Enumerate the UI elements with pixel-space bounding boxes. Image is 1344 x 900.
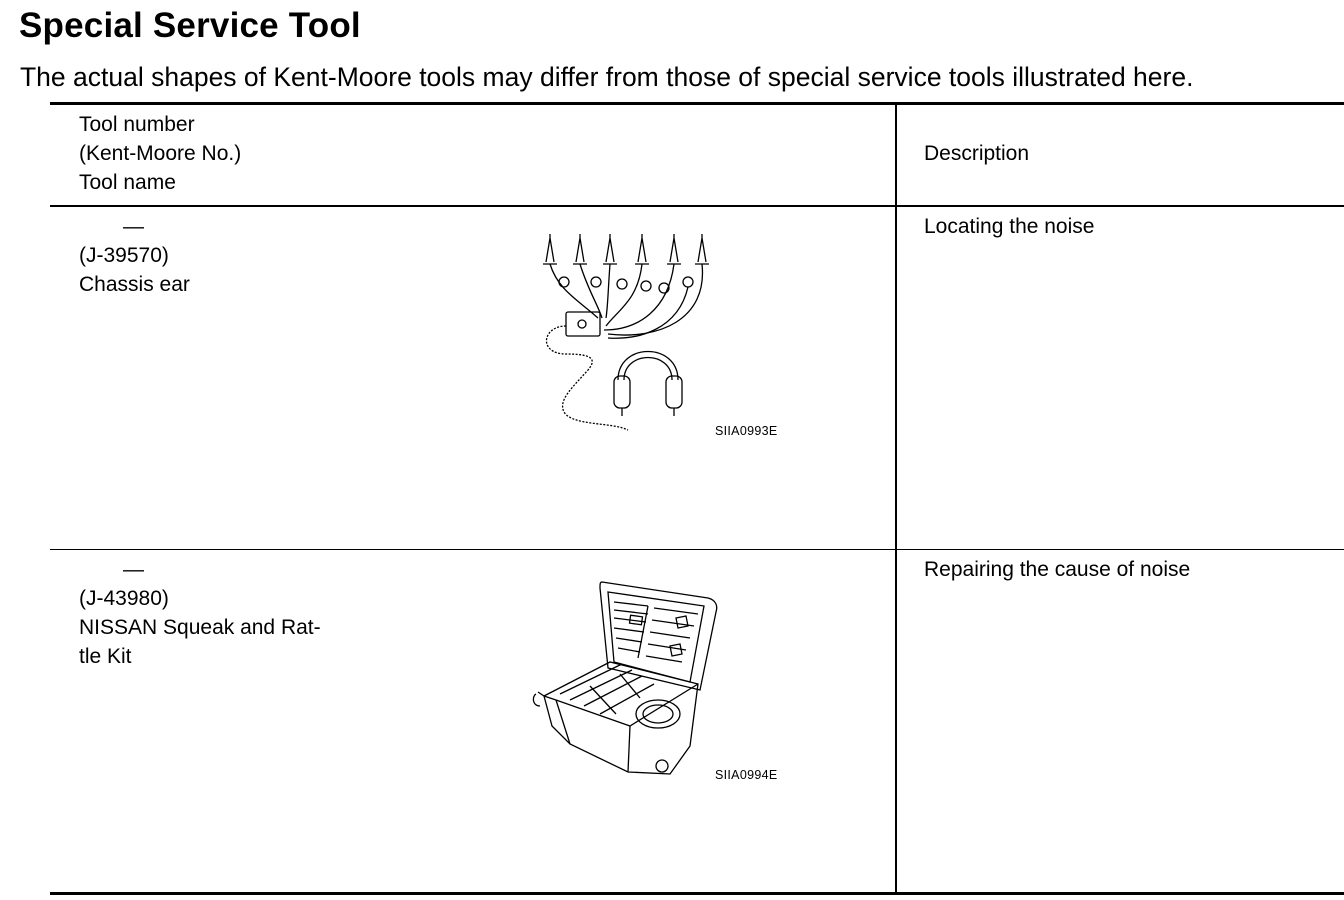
figure-code-1: SIIA0993E [715, 424, 778, 438]
figure-code-2: SIIA0994E [715, 768, 778, 782]
tool-number: — [123, 215, 144, 238]
header-kent-moore-label: (Kent-Moore No.) [79, 142, 242, 165]
column-divider-rule [895, 104, 897, 895]
row-divider-rule [50, 549, 1344, 550]
table-row-2-description: Repairing the cause of noise [924, 558, 1191, 581]
header-tool-name-label: Tool name [79, 171, 176, 194]
header-description-column: Description [924, 142, 1030, 165]
tool-name-line-1: NISSAN Squeak and Rat- [79, 616, 321, 639]
table-row-1-tool-cell [79, 212, 190, 299]
table-bottom-rule [50, 892, 1344, 895]
clip-icon [543, 234, 709, 264]
table-row-2-tool-cell [79, 555, 321, 671]
tool-name: Chassis ear [79, 273, 190, 296]
page-title: Special Service Tool [19, 6, 361, 45]
header-tool-number-label: Tool number [79, 113, 195, 136]
page-note: The actual shapes of Kent-Moore tools may differ from those of special service tools illustrated here. [20, 62, 1194, 92]
chassis-ear-illustration [538, 230, 728, 435]
kent-moore-number: (J-39570) [79, 244, 169, 267]
tool-number: — [123, 558, 144, 581]
table-row-1-description: Locating the noise [924, 215, 1095, 238]
table-top-rule [50, 102, 1344, 105]
headphones-icon [614, 352, 682, 417]
kent-moore-number: (J-43980) [79, 587, 169, 610]
header-bottom-rule [50, 205, 1344, 207]
tool-name-line-2: tle Kit [79, 645, 132, 668]
microphone-icon [559, 277, 693, 293]
rattle-kit-illustration [530, 576, 730, 781]
header-tool-column [79, 110, 241, 197]
